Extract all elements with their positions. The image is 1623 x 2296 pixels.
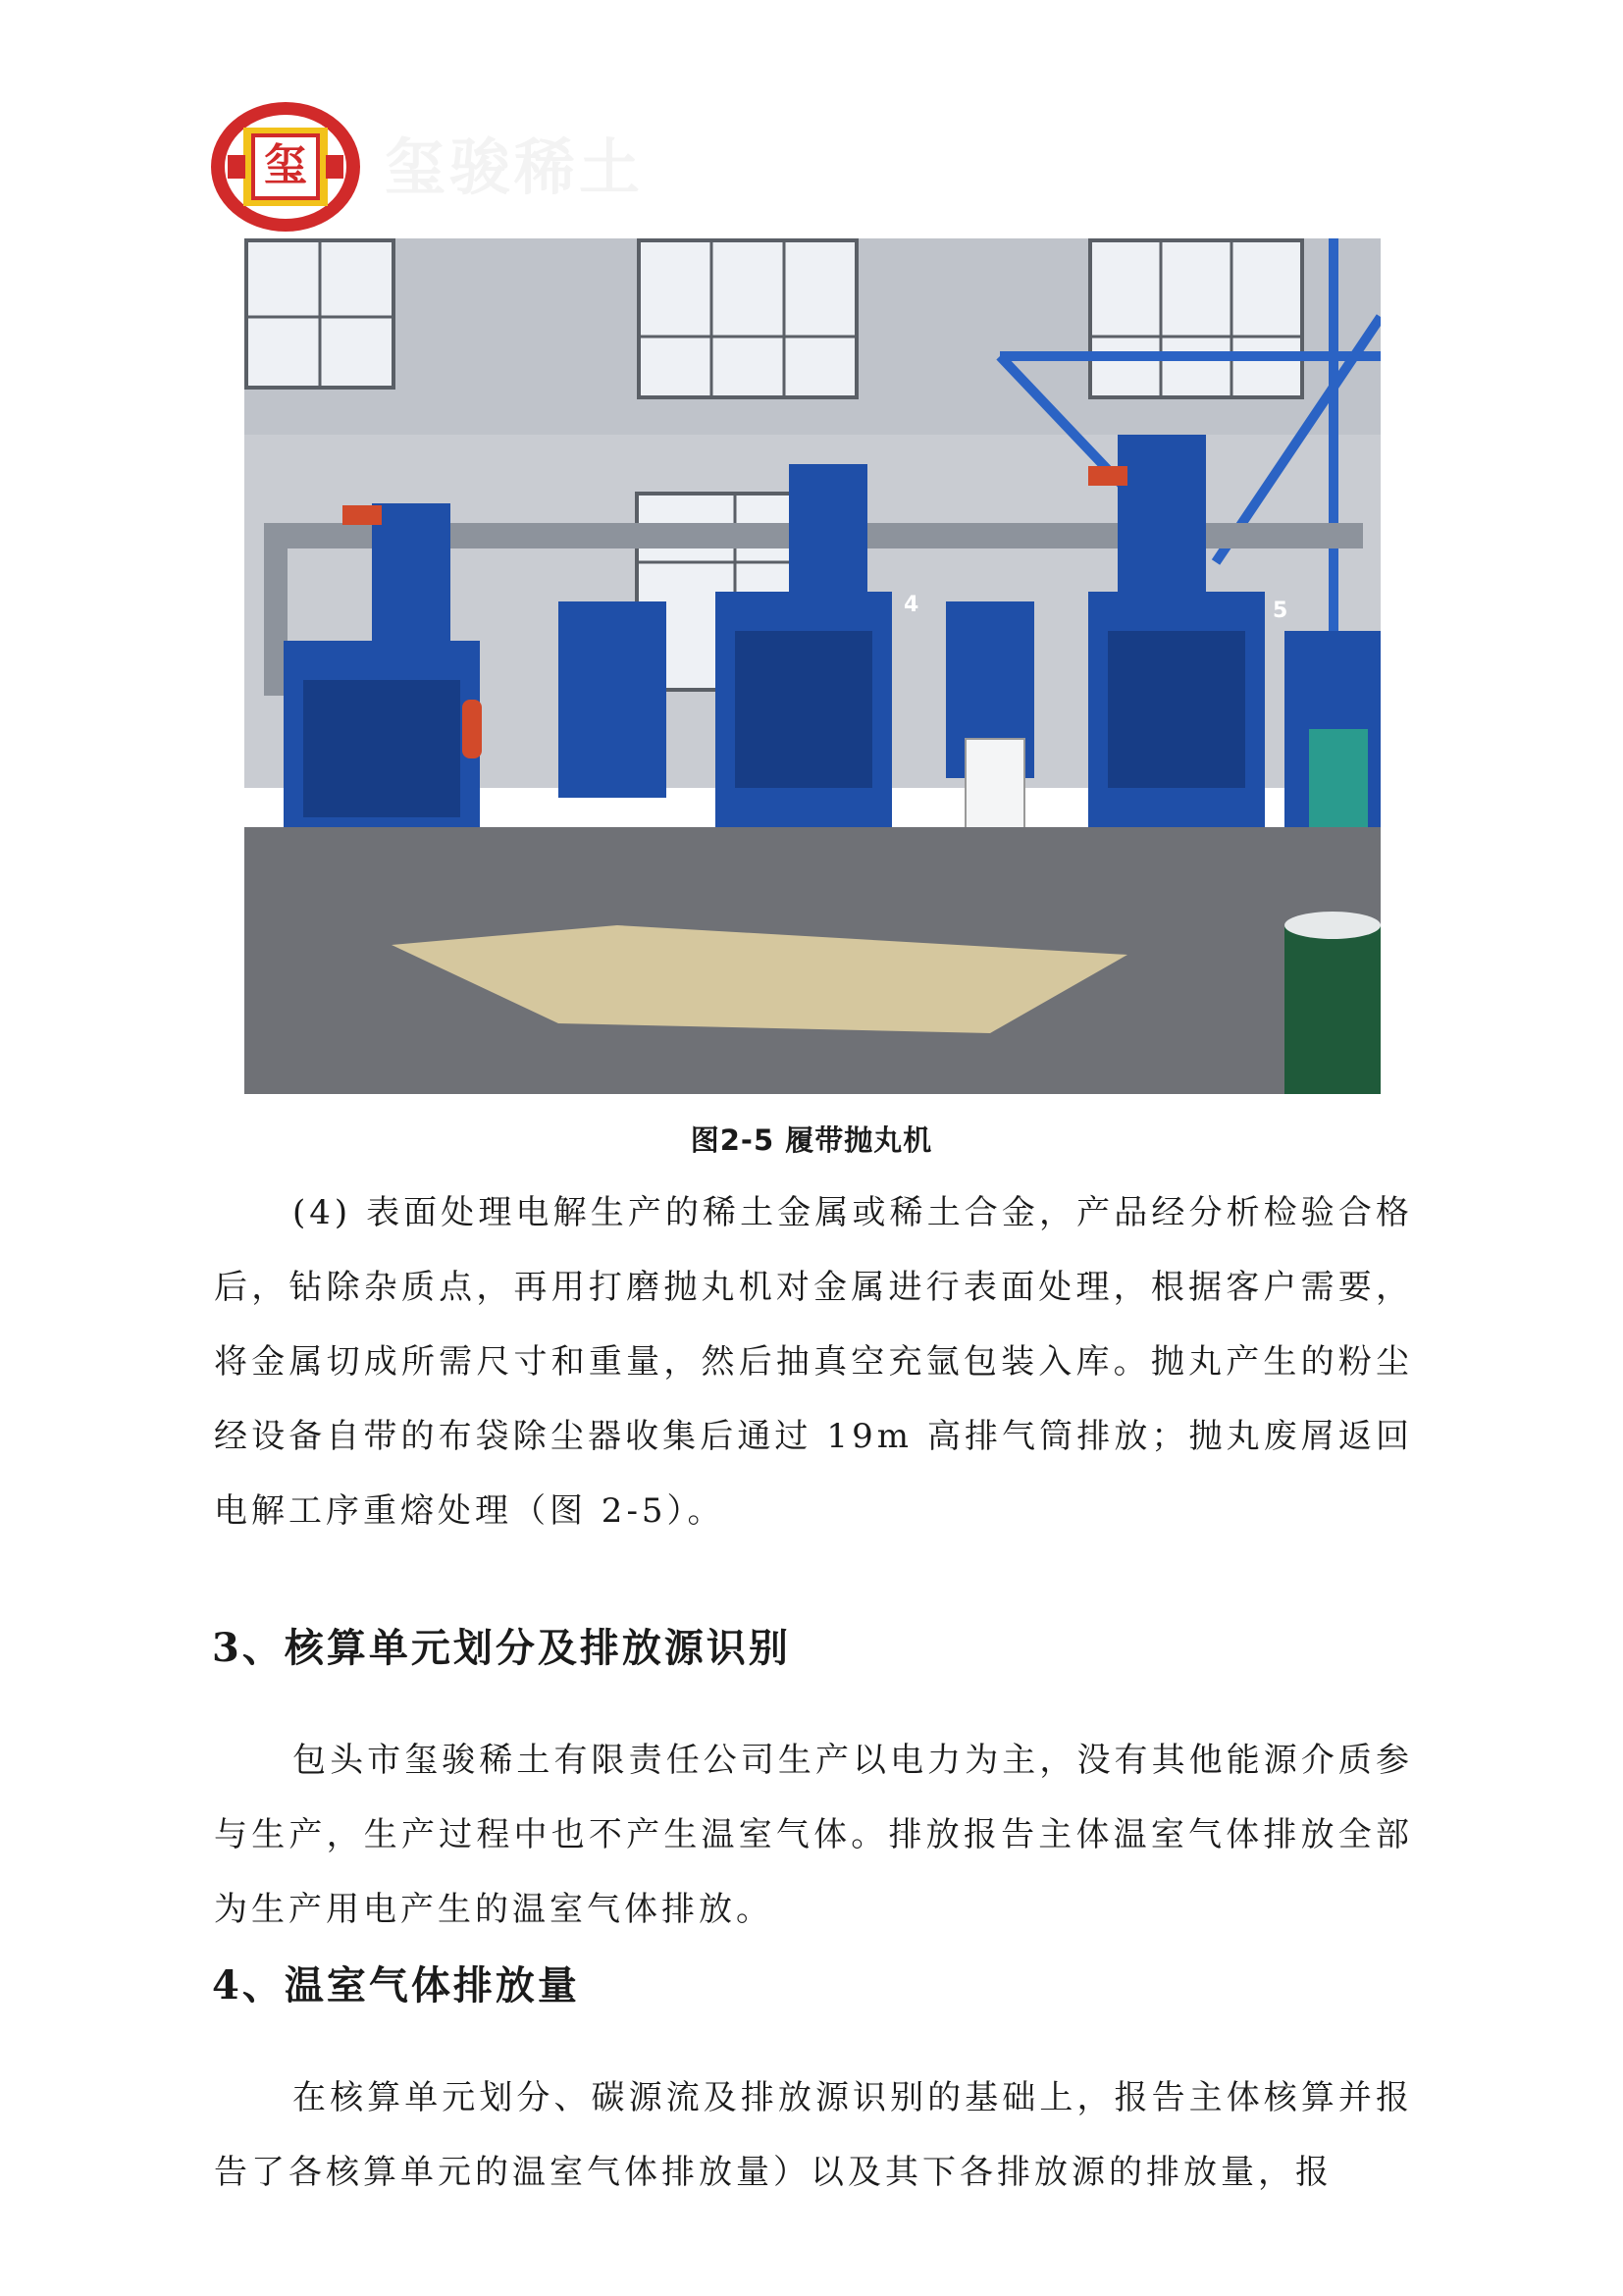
company-logo xyxy=(208,98,363,235)
shot-blasting-machines-photo xyxy=(244,238,1381,1094)
logo-wordmark: 玺骏稀土 xyxy=(385,131,645,203)
body-paragraph: 在核算单元划分、碳源流及排放源识别的基础上，报告主体核算并报告了各核算单元的温室气体排放量）以及其下各排放源的排放量，报 xyxy=(214,2078,1413,2192)
figure-photo xyxy=(244,238,1381,1094)
machine-number: 5 xyxy=(1273,599,1288,623)
machine-number: 4 xyxy=(904,593,919,617)
body-paragraph: (4) 表面处理电解生产的稀土金属或稀土合金，产品经分析检验合格后，钻除杂质点，再用打磨抛丸机对金属进行表面处理，根据客户需要，将金属切成所需尺寸和重量，然后抽真空充氩包装入库。抛丸产生的粉尘经设备自带的布袋除尘器收集后通过 19m 高排气筒排放；抛丸废屑返回电解工序重熔处理（图 2-5）。 xyxy=(214,1193,1413,1531)
section-heading: 4、温室气体排放量 xyxy=(212,1962,580,2009)
figure-caption: 图2-5 履带抛丸机 xyxy=(690,1123,933,1157)
body-paragraph: 包头市玺骏稀土有限责任公司生产以电力为主，没有其他能源介质参与生产，生产过程中也不产生温室气体。排放报告主体温室气体排放全部为生产用电产生的温室气体排放。 xyxy=(214,1741,1413,1929)
logo-character: 玺 xyxy=(264,140,307,190)
section-heading: 3、核算单元划分及排放源识别 xyxy=(212,1625,791,1671)
